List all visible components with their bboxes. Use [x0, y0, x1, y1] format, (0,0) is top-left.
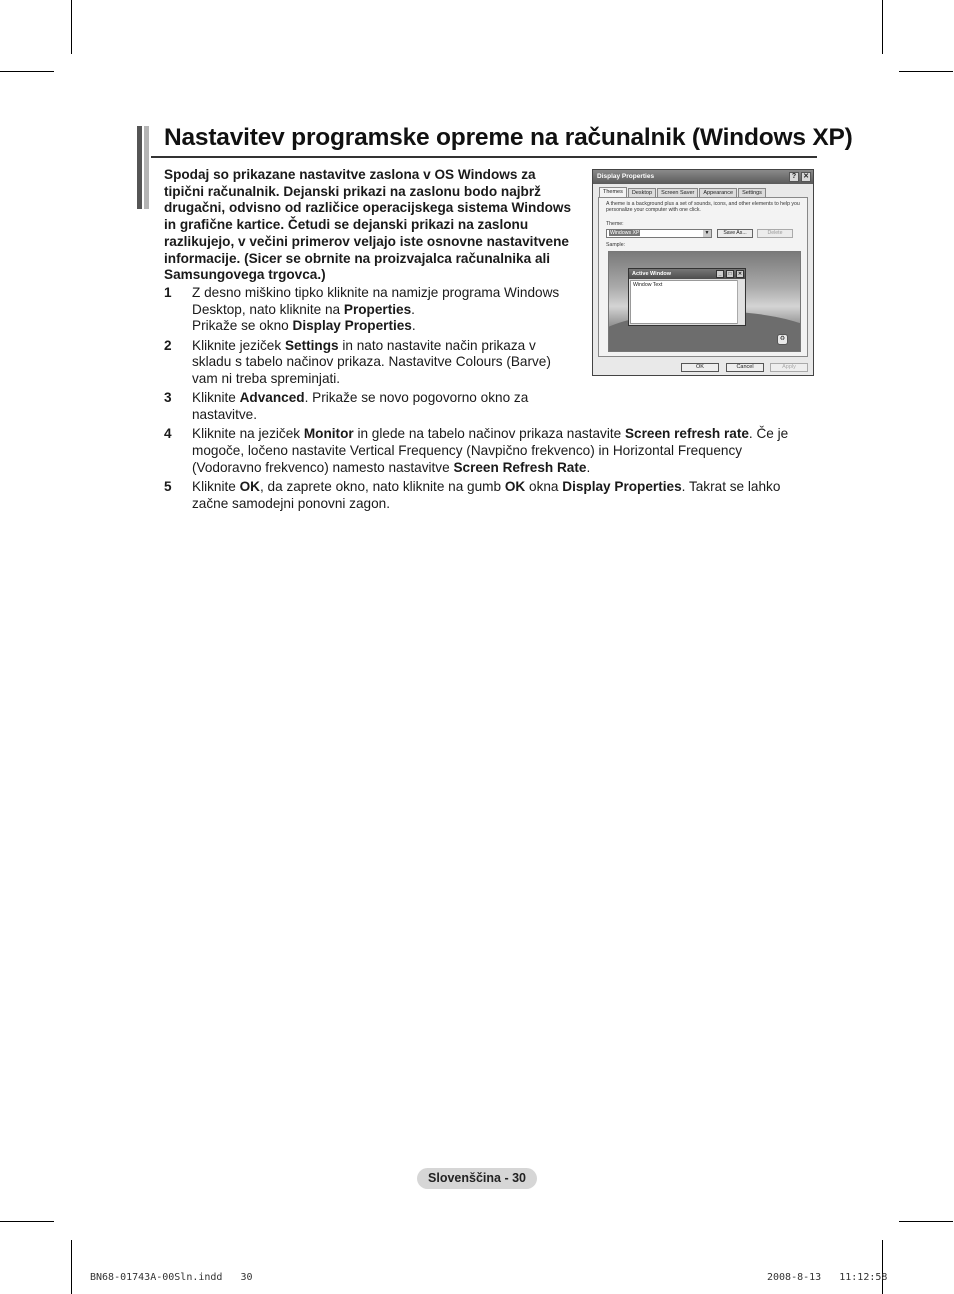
maximize-icon: □ — [726, 270, 734, 278]
theme-label: Theme: — [606, 221, 624, 227]
close-icon: ✕ — [737, 271, 743, 277]
tab-themes[interactable]: Themes — [599, 187, 627, 199]
minimize-icon: _ — [716, 270, 724, 278]
theme-select[interactable] — [606, 229, 712, 238]
crop-mark — [0, 1221, 54, 1222]
apply-button[interactable]: Apply — [770, 363, 808, 372]
bold-term: Screen refresh rate — [624, 426, 749, 442]
recycle-bin-icon: ♻ — [777, 334, 788, 345]
tab-appearance[interactable]: Appearance — [699, 188, 737, 198]
page-title: Nastavitev programske opreme na računalnik (Windows XP) — [164, 124, 853, 151]
step-number: 2 — [164, 337, 172, 353]
step-number: 5 — [164, 479, 172, 495]
theme-description: A theme is a background plus a set of sounds, icons, and other elements to help you personalize your computer with one click. — [606, 201, 800, 213]
crop-mark — [71, 1240, 72, 1294]
step-5: 5 Kliknite OK, da zaprete okno, nato kliknite na gumb OK okna Display Properties. Takrat se lahko začne samodejni ponovni zagon. — [164, 479, 781, 511]
close-icon[interactable]: ✕ — [801, 172, 811, 182]
tab-screen-saver[interactable]: Screen Saver — [657, 188, 698, 198]
theme-sample-preview — [608, 251, 801, 352]
ok-button[interactable]: OK — [681, 363, 719, 372]
dialog-title: Display Properties — [597, 173, 655, 180]
window-text-area: Window Text — [630, 280, 738, 324]
intro-paragraph: Spodaj so prikazane nastavitve zaslona v OS Windows za tipični računalnik. Dejanski prikazi na zaslonu bodo najbrž drugačni, odvisno od različice operacijskega sistema Windows in grafične kartice. Četudi se dejanski prikazi na zaslonu razlikujejo, v večini primerov veljajo iste osnovne nastavitvene informacije. (Sicer se obrnite na proizvajalca računalnika ali Samsungovega trgovca.) — [164, 167, 572, 283]
delete-button[interactable]: Delete — [757, 229, 793, 238]
title-divider — [151, 156, 817, 158]
step-1: 1 Z desno miškino tipko kliknite na namizje programa Windows Desktop, nato kliknite na Properties. Prikaže se okno Display Properties. — [164, 285, 560, 334]
crop-mark — [899, 1221, 953, 1222]
bold-term: Properties — [343, 301, 412, 317]
sample-scrollbar — [737, 280, 744, 324]
crop-mark — [882, 0, 883, 54]
crop-mark — [0, 71, 54, 72]
print-date-time: 2008-8-13 11:12:58 — [767, 1272, 888, 1283]
save-as-button[interactable]: Save As... — [717, 229, 753, 238]
bold-term: Display Properties — [562, 479, 682, 495]
print-file-name: BN68-01743A-00Sln.indd 30 — [90, 1272, 253, 1283]
active-window-title: Active Window — [632, 271, 672, 277]
tab-settings[interactable]: Settings — [738, 188, 766, 198]
theme-selected-value: Windows XP — [610, 230, 640, 236]
crop-mark — [71, 0, 72, 54]
step-number: 4 — [164, 426, 172, 442]
sample-label: Sample: — [606, 242, 626, 248]
bold-term: Settings — [284, 337, 339, 353]
bold-term: Screen Refresh Rate — [453, 459, 587, 475]
tab-desktop[interactable]: Desktop — [628, 188, 656, 198]
crop-mark — [882, 1240, 883, 1294]
step-4: 4 Kliknite na jeziček Monitor in glede na tabelo načinov prikaza nastavite Screen refresh rate. Če je mogoče, ločeno nastavite Vertical Frequency (Navpično frekvenco) in Horizontal Frequency (Vodoravno frekvenco) namesto nastavitve Screen Refresh Rate. — [164, 426, 789, 475]
chevron-down-icon[interactable]: ▼ — [704, 230, 710, 236]
cancel-button[interactable]: Cancel — [726, 363, 764, 372]
bold-term: Monitor — [303, 426, 354, 442]
bold-term: OK — [504, 479, 526, 495]
dialog-titlebar — [593, 170, 813, 184]
bold-term: Advanced — [239, 390, 305, 406]
bold-term: Display Properties — [292, 318, 412, 334]
help-icon[interactable]: ? — [789, 172, 799, 182]
sample-active-window — [628, 268, 746, 326]
themes-panel — [598, 197, 808, 357]
heading-decoration — [137, 126, 151, 209]
crop-mark — [899, 71, 953, 72]
page-number-badge: Slovenščina - 30 — [417, 1168, 537, 1189]
step-number: 3 — [164, 390, 172, 406]
step-3: 3 Kliknite Advanced. Prikaže se novo pogovorno okno za nastavitve. — [164, 390, 529, 423]
step-number: 1 — [164, 285, 172, 300]
display-properties-dialog — [592, 169, 814, 376]
bold-term: OK — [239, 479, 260, 495]
step-2: 2 Kliknite jeziček Settings in nato nastavite način prikaza v skladu s tabelo načinov prikaza. Nastavitve Colours (Barve) vam ni treba spreminjati. — [164, 337, 551, 387]
